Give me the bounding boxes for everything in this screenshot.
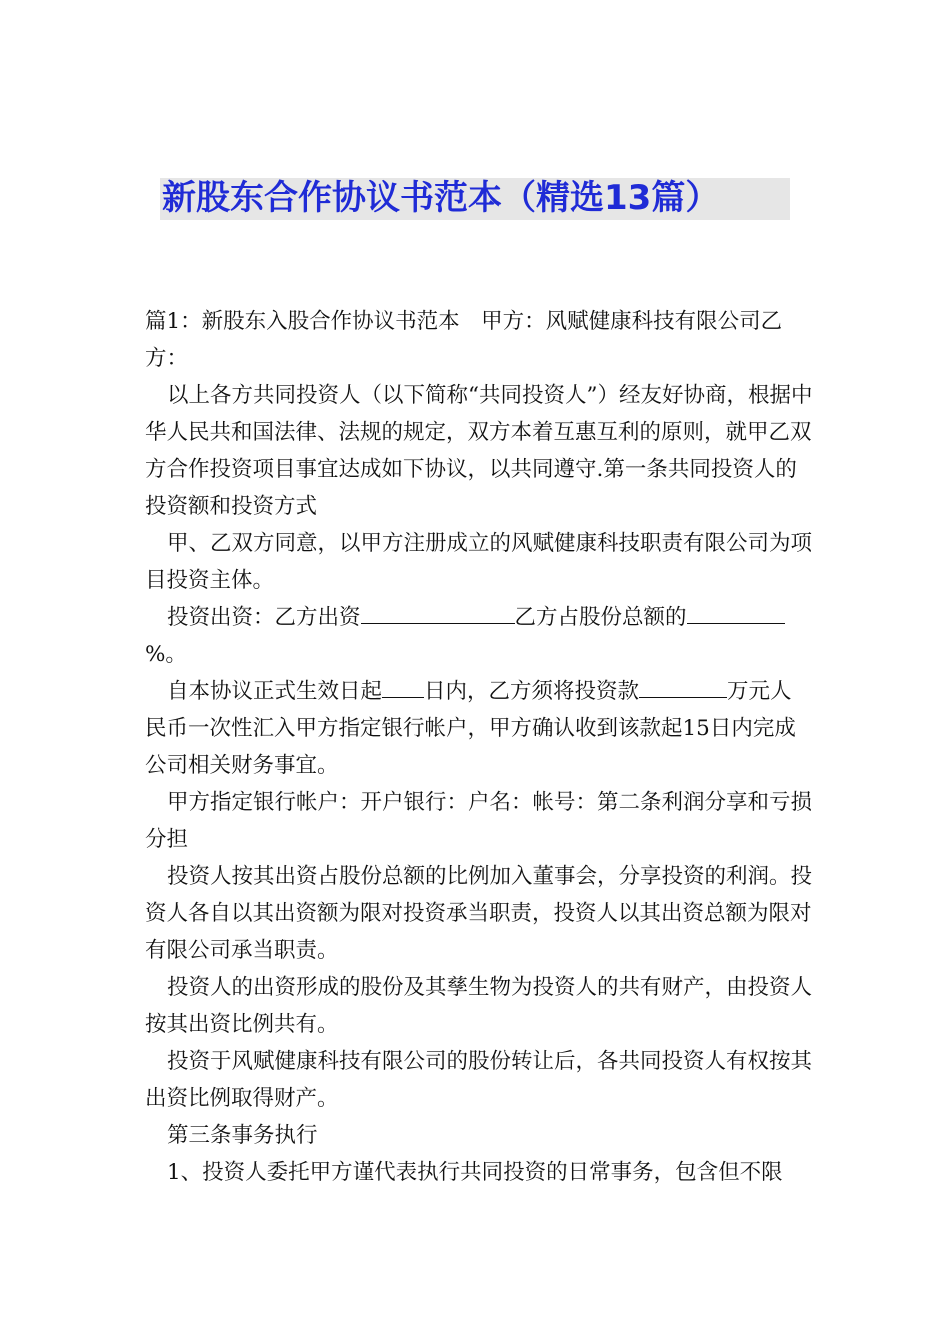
investment-text-a: 投资出资：乙方出资: [167, 605, 361, 630]
payment-text-c: 万元人民币一次性汇入甲方指定银行帐户，甲方确认收到该款起15日内完成公司相关财务事宜。: [145, 679, 796, 778]
investment-text-b: 乙方占股份总额的: [514, 605, 687, 630]
paragraph-profit: 投资人按其出资占股份总额的比例加入董事会，分享投资的利润。投资人各自以其出资额为限对投资承当职责，投资人以其出资总额为限对有限公司承当职责。: [145, 864, 813, 963]
document-body: [145, 303, 813, 1191]
blank-payment-amount: [639, 675, 727, 698]
paragraph-duty-1: 1、投资人委托甲方谨代表执行共同投资的日常事务，包含但不限: [167, 1160, 783, 1185]
paragraph-1: 篇1：新股东入股合作协议书范本 甲方：风赋健康科技有限公司乙方：: [145, 309, 783, 371]
paragraph-investment: [145, 599, 813, 673]
paragraph-payment: [145, 673, 813, 784]
blank-investment-amount: [361, 601, 515, 624]
payment-text-a: 自本协议正式生效日起: [167, 679, 383, 704]
investment-text-c: %。: [145, 642, 187, 667]
paragraph-property: 投资人的出资形成的股份及其孳生物为投资人的共有财产，由投资人按其出资比例共有。: [145, 975, 813, 1037]
blank-share-percent: [687, 601, 785, 624]
blank-days: [382, 675, 424, 698]
document-title: 新股东合作协议书范本（精选13篇）: [162, 178, 720, 218]
paragraph-2: 以上各方共同投资人（以下简称“共同投资人”）经友好协商，根据中华人民共和国法律、法规的规定，双方本着互惠互利的原则，就甲乙双方合作投资项目事宜达成如下协议，以共同遵守.第一条共同投资人的投资额和投资方式: [145, 383, 813, 519]
payment-text-b: 日内，乙方须将投资款: [424, 679, 640, 704]
paragraph-transfer: 投资于风赋健康科技有限公司的股份转让后，各共同投资人有权按其出资比例取得财产。: [145, 1049, 813, 1111]
paragraph-article-3: 第三条事务执行: [167, 1123, 318, 1148]
paragraph-bank: 甲方指定银行帐户：开户银行：户名：帐号：第二条利润分享和亏损分担: [145, 790, 813, 852]
paragraph-3: 甲、乙双方同意，以甲方注册成立的风赋健康科技职责有限公司为项目投资主体。: [145, 531, 813, 593]
